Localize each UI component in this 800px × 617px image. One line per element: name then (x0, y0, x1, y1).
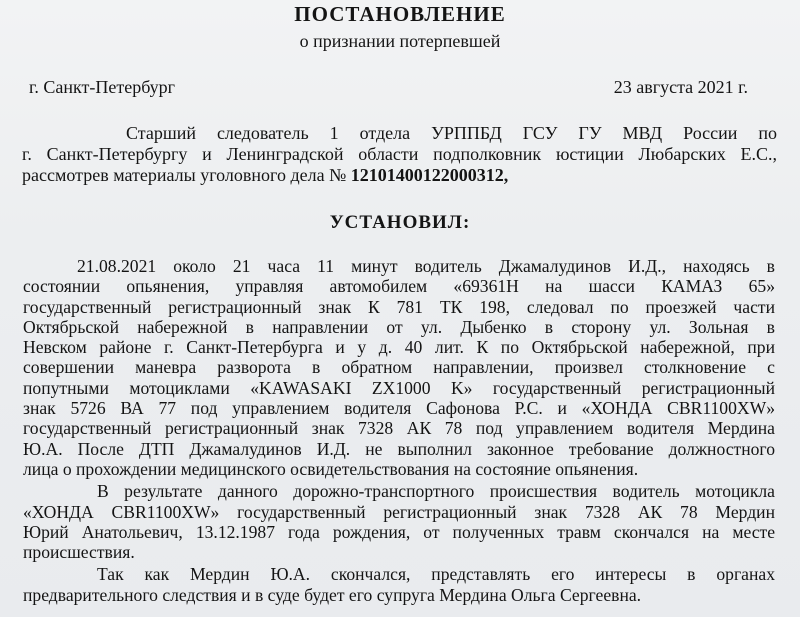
intro-suffix: , (503, 165, 509, 185)
text-line: 21.08.2021 около 21 часа 11 минут водитель Джамалудинов И.Д., находясь в (77, 256, 775, 276)
intro-line: г. Санкт-Петербургу и Ленинградской области подполковник юстиции Любарских Е.С., (22, 144, 777, 164)
text-line: Юрий Анатольевич, 13.12.1987 года рождения, от полученных травм скончался на месте (23, 521, 775, 542)
text-line: состоянии опьянения, управляя автомобилем «69361Н на шасси КАМАЗ 65» (23, 276, 775, 297)
paragraph-3 (23, 564, 775, 605)
text-line: Невском районе г. Санкт-Петербурга и у д. 40 лит. К по Октябрьской набережной, при (23, 337, 775, 358)
document-place: г. Санкт-Петербург (29, 77, 176, 97)
text-line: государственный регистрационный знак 7328 АК 78 под управлением водителя Мердина (23, 418, 775, 439)
paragraph-2 (23, 481, 775, 562)
case-number: 12101400122000312 (350, 165, 504, 185)
document-body (23, 256, 775, 605)
section-heading: УСТАНОВИЛ: (329, 212, 471, 233)
text-line: попутными мотоциклами «KAWASAKI ZX1000 K» государственный регистрационный (23, 377, 775, 398)
document-subtitle: о признании потерпевшей (299, 31, 501, 51)
intro-paragraph (22, 123, 777, 186)
document-title: ПОСТАНОВЛЕНИЕ (294, 2, 506, 26)
text-line: Ю.А. После ДТП Джамалудинов И.Д. не выполнил законное требование должностного (23, 438, 775, 459)
paragraph-1 (23, 256, 775, 479)
text-line: предварительного следствия и в суде будет его супруга Мердина Ольга Сергеевна. (23, 584, 642, 605)
intro-line: Старший следователь 1 отдела УРППБД ГСУ ГУ МВД России по (126, 123, 777, 143)
text-line: происшествия. (23, 542, 135, 563)
text-line: В результате данного дорожно-транспортного происшествия водитель мотоцикла (97, 481, 775, 502)
text-line: Так как Мердин Ю.А. скончался, представлять его интересы в органах (97, 564, 775, 585)
text-line: «ХОНДА CBR1100XW» государственный регистрационный знак 7328 АК 78 Мердин (23, 501, 775, 522)
intro-prefix: рассмотрев материалы уголовного дела № (22, 165, 351, 185)
text-line: Октябрьской набережной в направлении от ул. Дыбенко в сторону ул. Зольная в (23, 316, 775, 337)
intro-line-last (22, 165, 777, 186)
text-line: совершении маневра разворота в обратном направлении, произвел столкновение с (23, 357, 775, 378)
text-line: знак 5726 ВА 77 под управлением водителя Сафонова Р.С. и «ХОНДА CBR1100XW» (23, 398, 775, 419)
document-date: 23 августа 2021 г. (613, 77, 748, 97)
text-line: лица о прохождении медицинского освидетельствования на состояние опьянения. (23, 458, 639, 479)
text-line: государственный регистрационный знак К 781 ТК 198, следовал по проезжей части (23, 296, 775, 317)
